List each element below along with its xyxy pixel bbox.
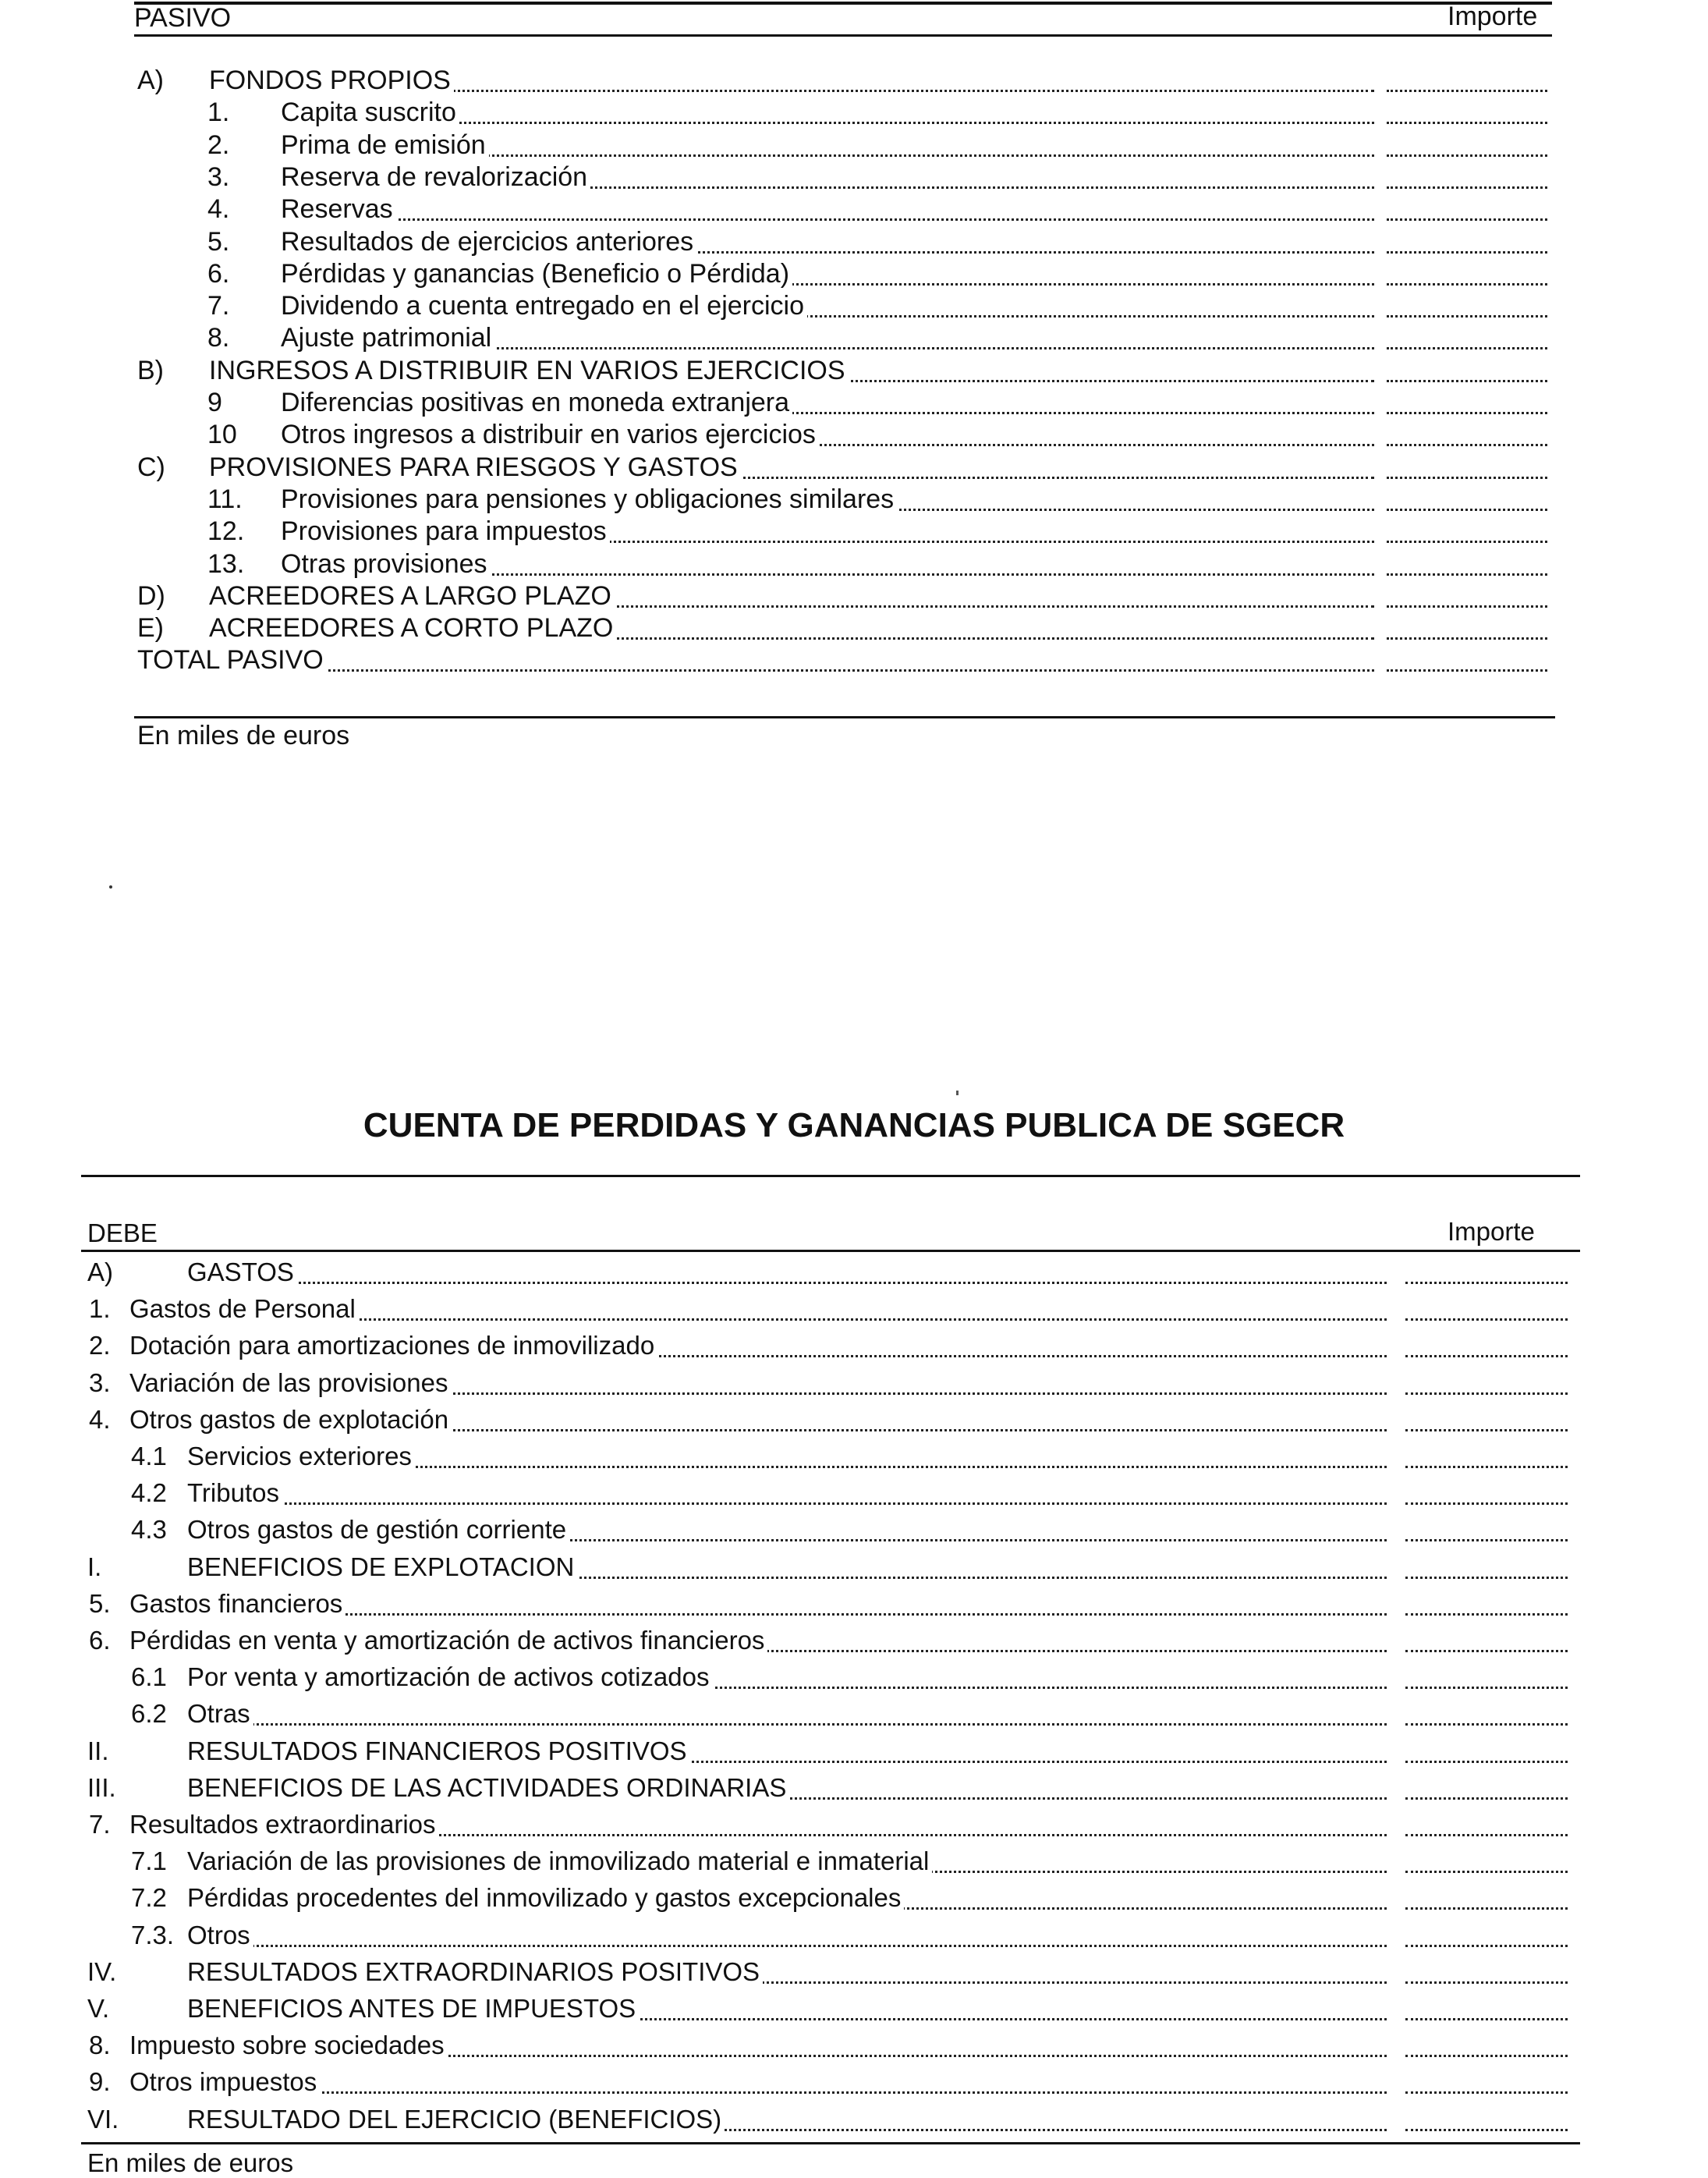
pyg-row	[0, 2069, 1708, 2103]
balance-row-amount	[1387, 509, 1547, 511]
pyg-row-label: BENEFICIOS DE EXPLOTACION	[187, 1554, 577, 1580]
pyg-row-amount	[1405, 1466, 1568, 1468]
balance-row-code: 7.	[207, 291, 230, 321]
pyg-row-label: Variación de las provisiones de inmovilizado material e inmaterial	[187, 1848, 932, 1874]
balance-row-label: Dividendo a cuenta entregado en el ejercicio	[281, 293, 807, 319]
balance-row-code: 3.	[207, 161, 230, 192]
balance-row-label: Reservas	[281, 196, 396, 222]
pyg-row-code: 6.2	[131, 1699, 167, 1729]
pyg-row-amount	[1405, 1945, 1568, 1947]
pyg-row-label: Variación de las provisiones	[129, 1370, 451, 1396]
balance-row-code: 9	[207, 388, 222, 417]
balance-row	[0, 129, 1708, 166]
pyg-row-code: 7.	[89, 1810, 111, 1839]
pyg-row	[0, 1443, 1708, 1477]
balance-row-code: 12.	[207, 516, 245, 547]
pyg-row-code: 5.	[89, 1588, 111, 1618]
balance-row-amount	[1387, 412, 1547, 414]
pyg-row-amount	[1405, 1761, 1568, 1763]
balance-row-amount	[1387, 251, 1547, 254]
balance-row-amount	[1387, 605, 1547, 608]
balance-row-amount	[1387, 637, 1547, 640]
pyg-row-amount	[1405, 1282, 1568, 1284]
pyg-row-code: 4.3	[131, 1515, 167, 1545]
balance-row-label: Resultados de ejercicios anteriores	[281, 229, 696, 255]
pyg-row-label: Resultados extraordinarios	[129, 1811, 439, 1837]
pyg-row-code: A)	[87, 1257, 113, 1286]
pyg-row-amount	[1405, 2055, 1568, 2057]
pyg-row	[0, 1995, 1708, 2030]
pyg-row-label: Otros gastos de gestión corriente	[187, 1516, 569, 1542]
pyg-row-leader	[187, 1945, 1387, 1947]
balance-row	[0, 357, 1708, 392]
balance-row-code: A)	[137, 66, 164, 95]
pyg-row	[0, 1956, 1708, 1993]
balance-row-amount	[1387, 669, 1547, 672]
pyg-bottom-rule	[81, 2142, 1580, 2144]
pyg-row	[0, 1922, 1708, 1956]
balance-row	[0, 161, 1708, 198]
pyg-row-amount	[1405, 1429, 1568, 1431]
pyg-row-amount	[1405, 2091, 1568, 2094]
pyg-row-label: Por venta y amortización de activos cotizados	[187, 1664, 713, 1690]
pyg-row	[0, 1296, 1708, 1330]
pyg-row	[0, 1516, 1708, 1551]
balance-row-label: FONDOS PROPIOS	[209, 67, 454, 94]
pyg-header-rule	[81, 1250, 1580, 1252]
balance-row-code: 11.	[207, 484, 243, 514]
balance-header-right: Importe	[1448, 2, 1538, 31]
pyg-row-label: Otras	[187, 1701, 253, 1726]
balance-row-code: 13.	[207, 548, 245, 579]
balance-top-rule	[134, 2, 1552, 5]
balance-row-label: Otros ingresos a distribuir en varios ejercicios	[281, 421, 819, 448]
balance-row-amount	[1387, 315, 1547, 317]
scan-speck	[956, 1091, 959, 1095]
pyg-row-code: III.	[87, 1772, 116, 1802]
pyg-row	[0, 1406, 1708, 1441]
balance-row-amount	[1387, 283, 1547, 286]
pyg-row-code: 6.	[89, 1626, 111, 1655]
pyg-row-code: 4.2	[131, 1478, 167, 1508]
pyg-row-code: 2.	[89, 1331, 111, 1360]
balance-row	[0, 196, 1708, 230]
pyg-row-label: Pérdidas procedentes del inmovilizado y gastos excepcionales	[187, 1885, 904, 1910]
balance-row-code: 2.	[207, 129, 230, 160]
pyg-row	[0, 1627, 1708, 1662]
balance-row-leader	[281, 218, 1374, 221]
pyg-row	[0, 1885, 1708, 1919]
pyg-row-label: RESULTADO DEL EJERCICIO (BENEFICIOS)	[187, 2106, 725, 2132]
balance-row	[0, 454, 1708, 488]
pyg-header-right: Importe	[1448, 1217, 1535, 1246]
pyg-row-label: BENEFICIOS ANTES DE IMPUESTOS	[187, 1995, 639, 2021]
balance-row	[0, 615, 1708, 649]
pyg-row-label: BENEFICIOS DE LAS ACTIVIDADES ORDINARIAS	[187, 1775, 789, 1800]
pyg-row-label: Gastos de Personal	[129, 1296, 359, 1321]
balance-row-amount	[1387, 444, 1547, 446]
balance-row	[0, 325, 1708, 359]
balance-row	[0, 226, 1708, 263]
pyg-row-amount	[1405, 1907, 1568, 1910]
pyg-row	[0, 1772, 1708, 1809]
balance-row-code: 5.	[207, 226, 230, 257]
pyg-footer: En miles de euros	[87, 2148, 294, 2177]
pyg-row	[0, 1664, 1708, 1698]
pyg-row-leader	[187, 1502, 1387, 1505]
pyg-row-leader	[187, 1723, 1387, 1726]
balance-row-label: Pérdidas y ganancias (Beneficio o Pérdida)	[281, 261, 792, 287]
balance-row-code: 4.	[207, 194, 230, 225]
balance-row-amount	[1387, 186, 1547, 189]
pyg-row-code: 4.	[89, 1404, 111, 1434]
pyg-row-code: 8.	[89, 2031, 111, 2060]
pyg-row	[0, 2032, 1708, 2066]
balance-footer: En miles de euros	[137, 721, 350, 750]
balance-row-label: Provisiones para impuestos	[281, 518, 610, 544]
pyg-title-rule	[81, 1175, 1580, 1177]
pyg-row-label: Otros gastos de explotación	[129, 1406, 452, 1432]
pyg-row-label: GASTOS	[187, 1259, 297, 1285]
pyg-row-code: I.	[87, 1552, 102, 1581]
pyg-row-label: Otros	[187, 1922, 253, 1948]
pyg-row-code: VI.	[87, 2104, 119, 2134]
balance-row-amount	[1387, 573, 1547, 576]
pyg-row	[0, 1738, 1708, 1772]
pyg-row-code: 7.1	[131, 1846, 167, 1876]
balance-row-code: 10	[207, 420, 237, 450]
pyg-row-code: V.	[87, 1994, 110, 2023]
balance-row-label: Prima de emisión	[281, 132, 489, 158]
pyg-row-amount	[1405, 1797, 1568, 1800]
pyg-row-amount	[1405, 1577, 1568, 1579]
pyg-row-amount	[1405, 2129, 1568, 2131]
pyg-row-amount	[1405, 1613, 1568, 1616]
pyg-row-label: Pérdidas en venta y amortización de activos financieros	[129, 1627, 767, 1653]
balance-row	[0, 647, 1708, 681]
pyg-row-code: 6.1	[131, 1662, 167, 1692]
balance-row	[0, 421, 1708, 456]
balance-row	[0, 293, 1708, 327]
pyg-row-amount	[1405, 1392, 1568, 1395]
balance-row-amount	[1387, 541, 1547, 543]
pyg-row-amount	[1405, 1650, 1568, 1652]
pyg-row-label: RESULTADOS FINANCIEROS POSITIVOS	[187, 1738, 690, 1764]
balance-row	[0, 580, 1708, 617]
pyg-row	[0, 1259, 1708, 1293]
pyg-row-label: Tributos	[187, 1480, 282, 1506]
pyg-row-amount	[1405, 1723, 1568, 1726]
pyg-row	[0, 1811, 1708, 1846]
pyg-row-amount	[1405, 1834, 1568, 1836]
scan-speck	[109, 885, 112, 889]
pyg-row-code: 4.1	[131, 1442, 167, 1470]
balance-row-amount	[1387, 380, 1547, 382]
pyg-row-label: RESULTADOS EXTRAORDINARIOS POSITIVOS	[187, 1959, 763, 1985]
balance-row-label: Diferencias positivas en moneda extranjera	[281, 389, 792, 416]
pyg-row-code: 7.3.	[131, 1920, 175, 1949]
pyg-row-amount	[1405, 1981, 1568, 1984]
balance-row	[0, 486, 1708, 520]
balance-header-left: PASIVO	[134, 3, 232, 33]
balance-row	[0, 99, 1708, 133]
balance-row-code: B)	[137, 355, 164, 385]
balance-row	[0, 548, 1708, 585]
balance-row-amount	[1387, 347, 1547, 349]
balance-row-label: Reserva de revalorización	[281, 164, 590, 190]
pyg-row-amount	[1405, 2018, 1568, 2020]
pyg-row-label: Otros impuestos	[129, 2069, 320, 2095]
balance-row-label: ACREEDORES A CORTO PLAZO	[209, 615, 616, 641]
balance-row-code: E)	[137, 613, 164, 644]
pyg-row	[0, 2106, 1708, 2141]
balance-row-code: C)	[137, 452, 165, 482]
pyg-row	[0, 1332, 1708, 1367]
balance-row-amount	[1387, 218, 1547, 221]
pyg-row-code: 7.2	[131, 1883, 167, 1913]
pyg-row-label: Gastos financieros	[129, 1591, 345, 1616]
pyg-row	[0, 1701, 1708, 1735]
pyg-row-amount	[1405, 1871, 1568, 1873]
pyg-row	[0, 1367, 1708, 1404]
pyg-row-code: 3.	[89, 1367, 111, 1397]
balance-row	[0, 518, 1708, 552]
pyg-row-code: IV.	[87, 1956, 117, 1986]
balance-row	[0, 67, 1708, 101]
balance-row-label: Provisiones para pensiones y obligaciones similares	[281, 486, 897, 513]
pyg-row-amount	[1405, 1318, 1568, 1321]
balance-row-code: 6.	[207, 258, 230, 289]
balance-row-label: PROVISIONES PARA RIESGOS Y GASTOS	[209, 454, 741, 481]
pyg-row-code: 9.	[89, 2067, 111, 2097]
pyg-row-leader	[187, 1282, 1387, 1284]
balance-row-label: Capita suscrito	[281, 99, 459, 126]
balance-row-code: 8.	[207, 323, 230, 353]
pyg-row-label: Impuesto sobre sociedades	[129, 2032, 448, 2058]
balance-row-label: ACREEDORES A LARGO PLAZO	[209, 583, 615, 609]
balance-row-amount	[1387, 154, 1547, 157]
balance-row	[0, 258, 1708, 295]
pyg-row	[0, 1480, 1708, 1514]
balance-row-label: Ajuste patrimonial	[281, 325, 494, 351]
balance-bottom-rule	[134, 716, 1555, 718]
balance-row-code: D)	[137, 580, 165, 611]
pyg-row	[0, 1554, 1708, 1588]
pyg-row-code: 1.	[89, 1294, 111, 1324]
balance-row-label: TOTAL PASIVO	[137, 647, 327, 673]
balance-row-amount	[1387, 477, 1547, 479]
balance-row-label: INGRESOS A DISTRIBUIR EN VARIOS EJERCICIOS	[209, 357, 849, 384]
balance-header-rule	[134, 34, 1552, 37]
pyg-row-amount	[1405, 1502, 1568, 1505]
pyg-row-label: Servicios exteriores	[187, 1443, 415, 1469]
pyg-row-label: Dotación para amortizaciones de inmovilizado	[129, 1332, 657, 1358]
pyg-title: CUENTA DE PERDIDAS Y GANANCIAS PUBLICA DE SGECR	[363, 1106, 1345, 1144]
pyg-row-amount	[1405, 1687, 1568, 1689]
pyg-row-code: II.	[87, 1736, 109, 1765]
pyg-row	[0, 1588, 1708, 1625]
pyg-row-amount	[1405, 1539, 1568, 1541]
balance-row-amount	[1387, 90, 1547, 92]
pyg-header-left: DEBE	[87, 1218, 158, 1247]
balance-row-code: 1.	[207, 98, 230, 128]
balance-row-amount	[1387, 122, 1547, 124]
pyg-row	[0, 1848, 1708, 1882]
balance-row-label: Otras provisiones	[281, 551, 491, 577]
pyg-row-amount	[1405, 1355, 1568, 1357]
balance-row	[0, 389, 1708, 424]
